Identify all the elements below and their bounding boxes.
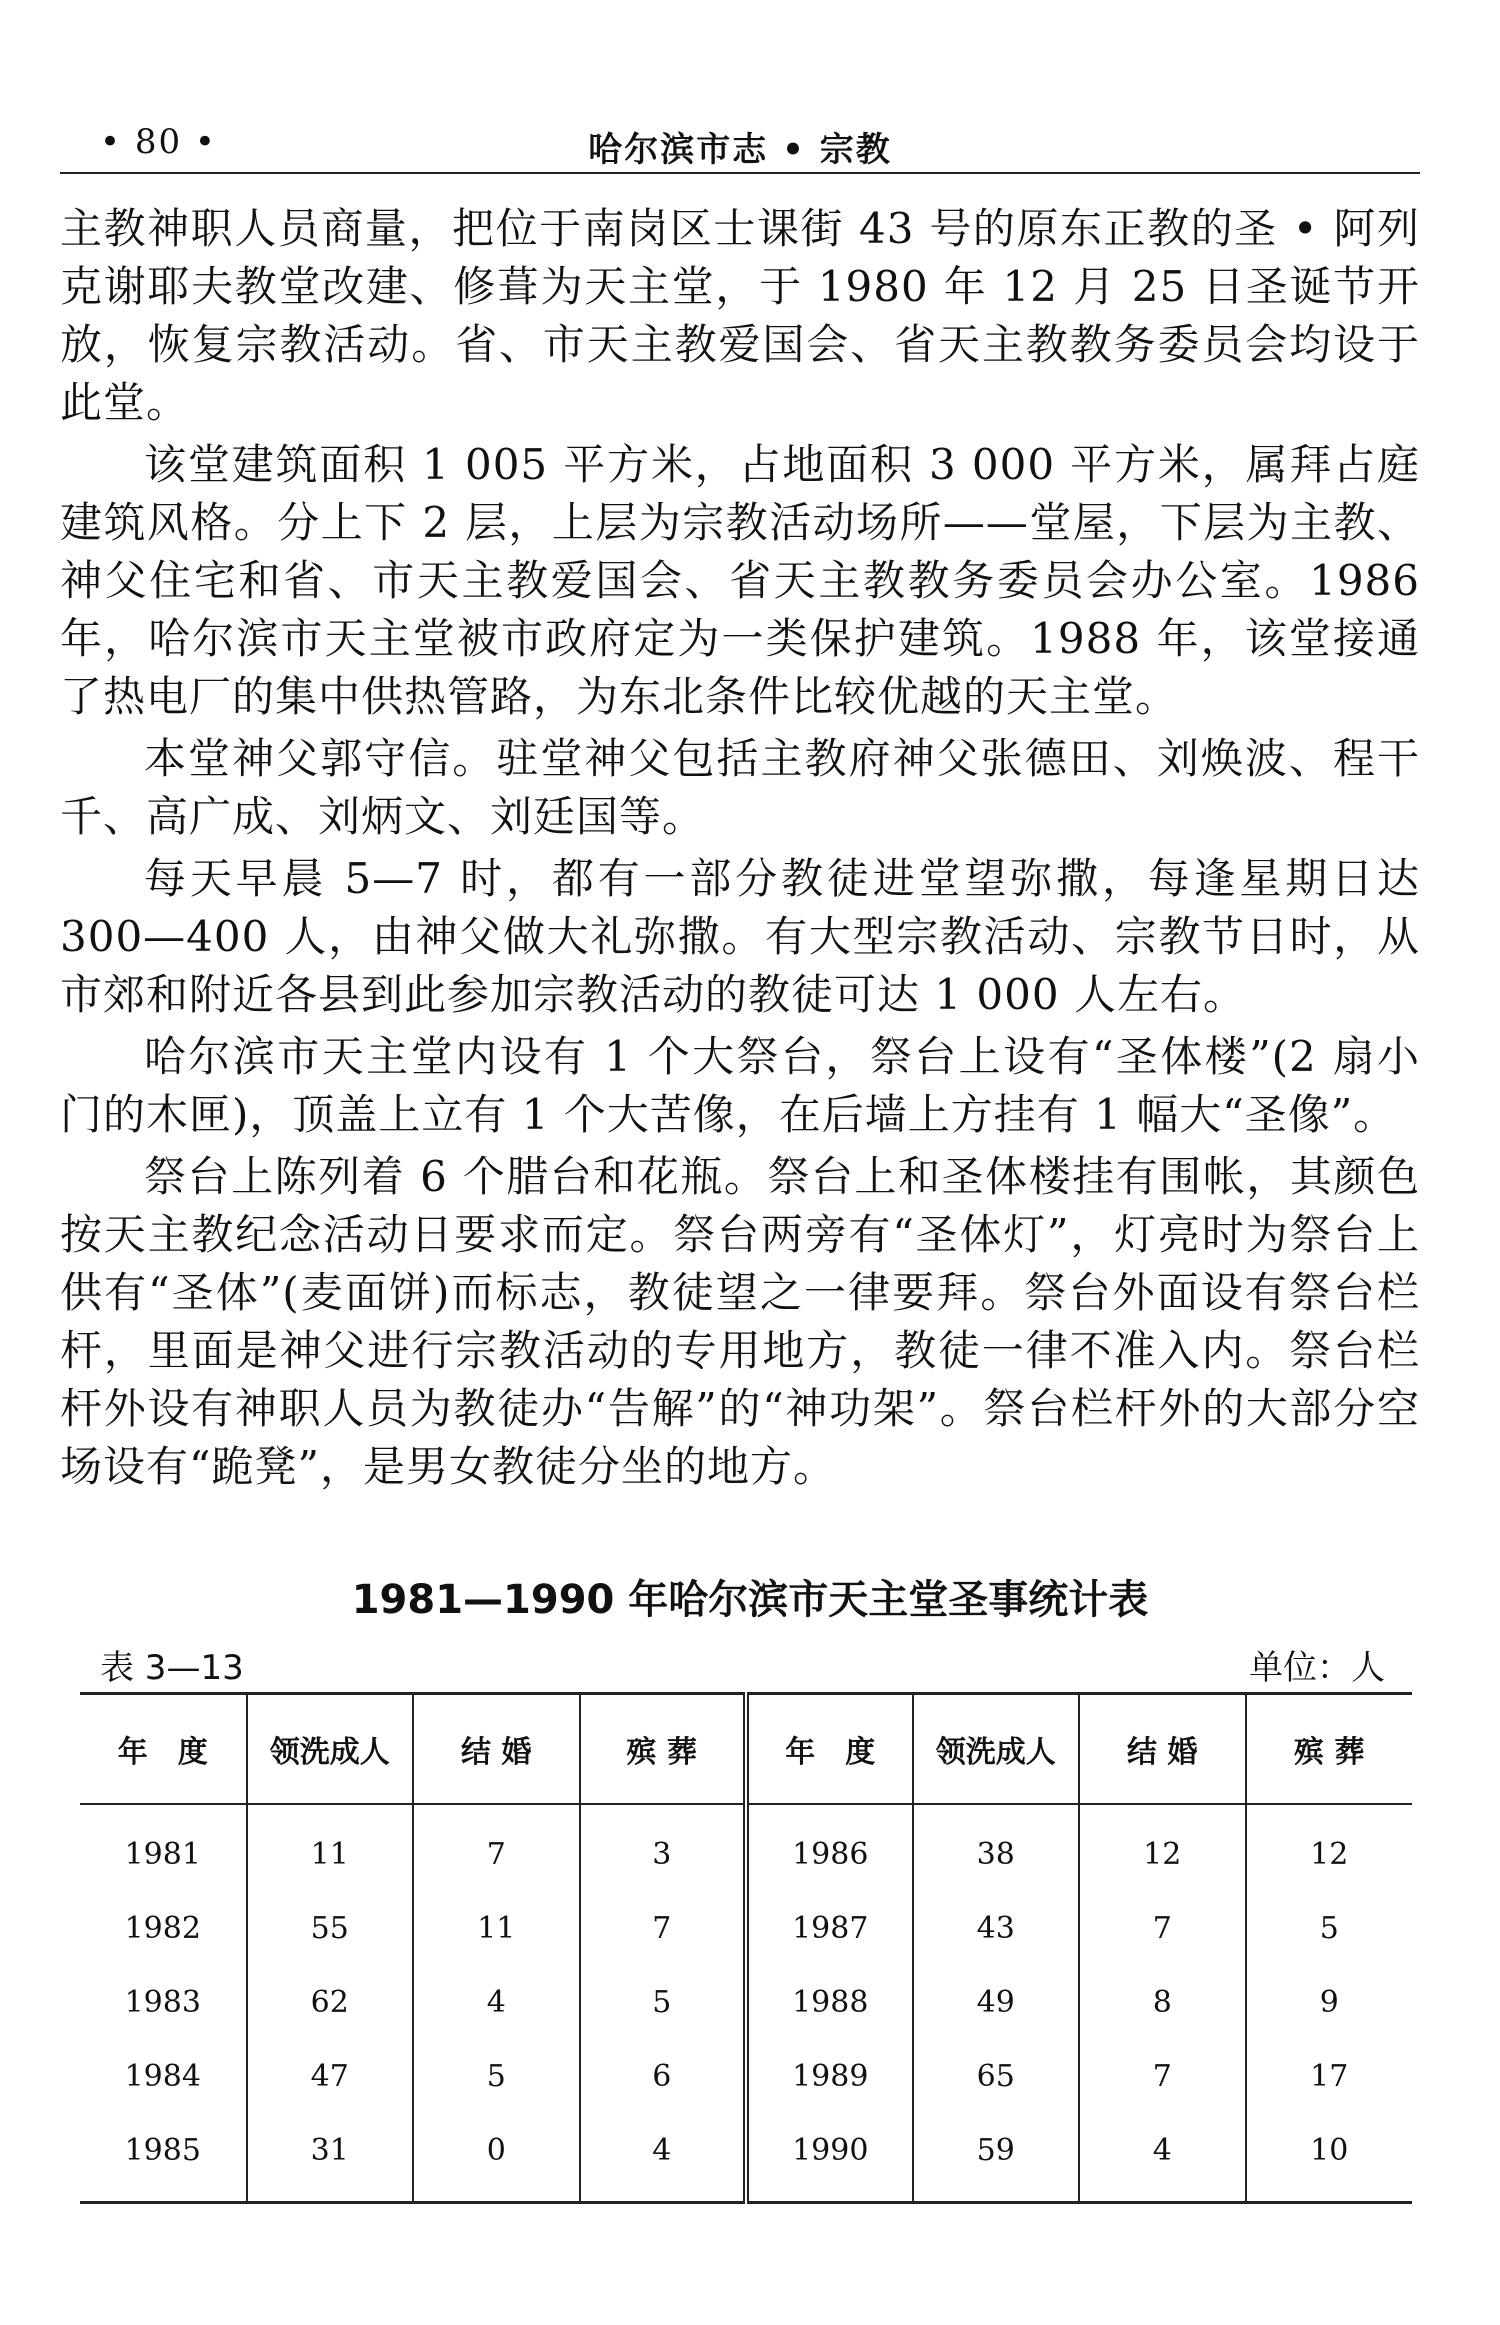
table-cell: 31 [247, 2114, 414, 2203]
table-cell: 8 [1079, 1966, 1246, 2040]
page-number: • 80 • [100, 122, 217, 162]
table-cell: 43 [913, 1892, 1080, 1966]
table-cell: 7 [1079, 2040, 1246, 2114]
table-cell: 1984 [80, 2040, 247, 2114]
paragraph: 哈尔滨市天主堂内设有 1 个大祭台，祭台上设有“圣体楼”(2 扇小门的木匣)，顶盖上立有 1 个大苦像，在后墙上方挂有 1 幅大“圣像”。 [60, 1032, 1420, 1139]
table-cell: 6 [580, 2040, 747, 2114]
paragraph: 主教神职人员商量，把位于南岗区士课街 43 号的原东正教的圣 • 阿列克谢耶夫教堂改建、修葺为天主堂，于 1980 年 12 月 25 日圣诞节开放，恢复宗教活动。省、市天主教爱国会、省天主教教务委员会均设于此堂。 [60, 204, 1420, 427]
column-header-year: 年 度 [80, 1694, 247, 1804]
table-cell: 59 [913, 2114, 1080, 2203]
paragraph: 该堂建筑面积 1 005 平方米，占地面积 3 000 平方米，属拜占庭建筑风格。分上下 2 层，上层为宗教活动场所——堂屋，下层为主教、神父住宅和省、市天主教爱国会、省天主教教务委员会办公室。1986 年，哈尔滨市天主堂被市政府定为一类保护建筑。1988 年，该堂接通了热电厂的集中供热管路，为东北条件比较优越的天主堂。 [60, 440, 1420, 721]
column-header-adult-baptisms: 领洗成人 [913, 1694, 1080, 1804]
table-cell: 7 [580, 1892, 747, 1966]
table-cell: 55 [247, 1892, 414, 1966]
column-header-adult-baptisms: 领洗成人 [247, 1694, 414, 1804]
table-row [80, 1966, 1412, 2040]
page-header [60, 112, 1420, 174]
table-cell: 65 [913, 2040, 1080, 2114]
table-row [80, 2040, 1412, 2114]
table-title: 1981—1990 年哈尔滨市天主堂圣事统计表 [351, 1577, 1149, 1623]
column-header-marriages: 结 婚 [413, 1694, 580, 1804]
table-cell: 12 [1079, 1804, 1246, 1892]
running-title: 哈尔滨市志 • 宗教 [588, 130, 892, 170]
table-cell: 10 [1310, 2133, 1349, 2168]
table-cell: 11 [247, 1804, 414, 1892]
table-cell: 1982 [80, 1892, 247, 1966]
table-cell: 1990 [746, 2114, 913, 2203]
table-header-row [80, 1694, 1412, 1804]
table-cell: 9 [1319, 1985, 1339, 2020]
table-cell: 1981 [80, 1804, 247, 1892]
table-row [80, 2114, 1412, 2203]
table-unit: 单位：人 [1249, 1648, 1385, 1688]
paragraph: 每天早晨 5—7 时，都有一部分教徒进堂望弥撒，每逢星期日达 300—400 人，由神父做大礼弥撒。有大型宗教活动、宗教节日时，从市郊和附近各县到此参加宗教活动的教徒可达 1 000 人左右。 [60, 854, 1420, 1019]
column-header-marriages: 结 婚 [1079, 1694, 1246, 1804]
body-text [60, 200, 1420, 1500]
table-cell: 62 [247, 1966, 414, 2040]
table-cell: 3 [580, 1804, 747, 1892]
table-cell: 47 [247, 2040, 414, 2114]
table-cell: 5 [580, 1966, 747, 2040]
table-row [80, 1804, 1412, 1892]
table-cell: 49 [913, 1966, 1080, 2040]
table-cell: 1986 [746, 1804, 913, 1892]
table-cell: 1987 [746, 1892, 913, 1966]
table-cell: 4 [1079, 2114, 1246, 2203]
table-cell: 17 [1310, 2059, 1349, 2094]
table-cell: 7 [413, 1804, 580, 1892]
table-cell: 1985 [80, 2114, 247, 2203]
table-cell: 11 [413, 1892, 580, 1966]
table-cell: 0 [413, 2114, 580, 2203]
table-cell: 4 [413, 1966, 580, 2040]
table-cell: 38 [913, 1804, 1080, 1892]
table-number: 表 3—13 [100, 1648, 244, 1688]
table-cell: 5 [413, 2040, 580, 2114]
table-cell: 1988 [746, 1966, 913, 2040]
statistics-table [80, 1692, 1412, 2204]
paragraph: 本堂神父郭守信。驻堂神父包括主教府神父张德田、刘焕波、程干千、高广成、刘炳文、刘廷国等。 [60, 734, 1420, 841]
table-cell: 1983 [80, 1966, 247, 2040]
table-row [80, 1892, 1412, 1966]
column-header-year: 年 度 [746, 1694, 913, 1804]
paragraph: 祭台上陈列着 6 个腊台和花瓶。祭台上和圣体楼挂有围帐，其颜色按天主教纪念活动日要求而定。祭台两旁有“圣体灯”，灯亮时为祭台上供有“圣体”(麦面饼)而标志，教徒望之一律要拜。祭台外面设有祭台栏杆，里面是神父进行宗教活动的专用地方，教徒一律不准入内。祭台栏杆外设有神职人员为教徒办“告解”的“神功架”。祭台栏杆外的大部分空场设有“跪凳”，是男女教徒分坐的地方。 [60, 1152, 1420, 1491]
table-cell: 7 [1079, 1892, 1246, 1966]
table-cell: 1989 [746, 2040, 913, 2114]
table-cell: 4 [580, 2114, 747, 2203]
table-cell: 5 [1319, 1911, 1339, 1946]
column-header-funerals: 殡 葬 [1294, 1734, 1365, 1770]
column-header-funerals: 殡 葬 [580, 1694, 747, 1804]
table-cell: 12 [1310, 1837, 1349, 1872]
